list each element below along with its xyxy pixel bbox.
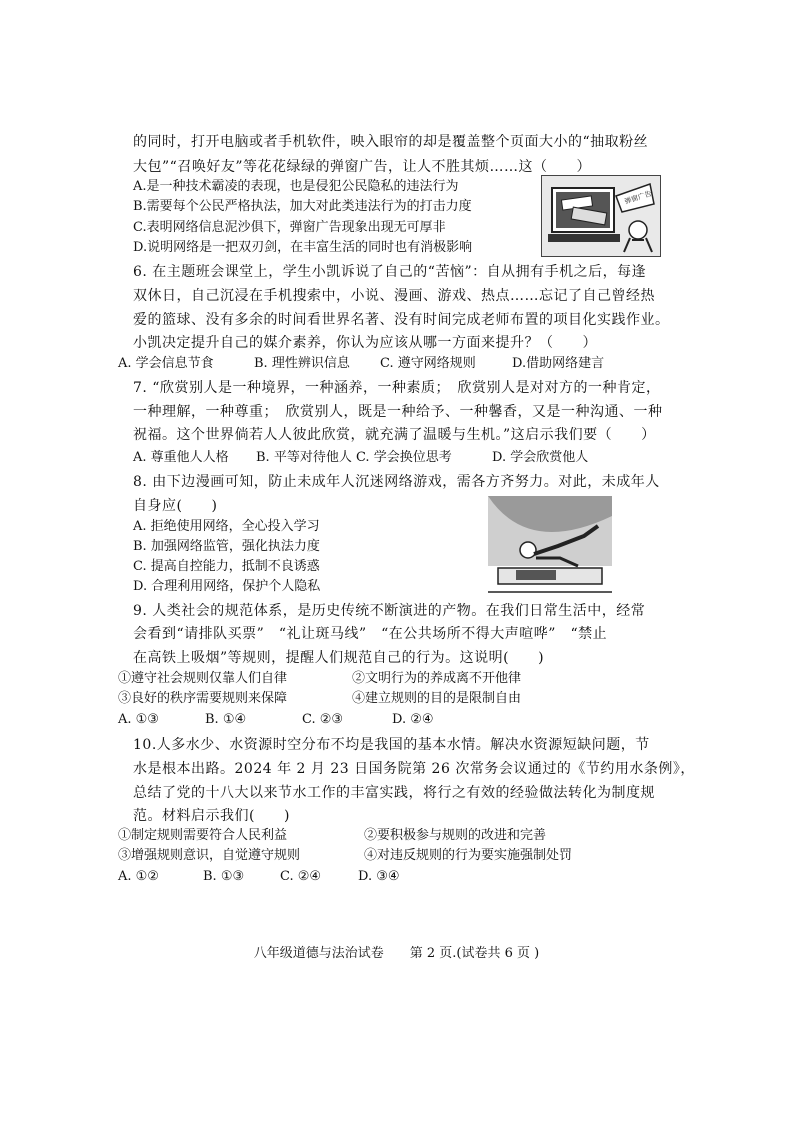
- q10-stem-line-4: 范。材料启示我们( ): [133, 808, 290, 824]
- q7-option-d: D. 学会欣赏他人: [492, 450, 589, 465]
- q8-stem-line-2: 自身应( ): [133, 498, 218, 514]
- q10-option-c: C. ②④: [280, 869, 322, 884]
- q6-option-d: D.借助网络建言: [512, 356, 605, 371]
- q10-stem-line-1: 10.人多水少、水资源时空分布不均是我国的基本水情。解决水资源短缺问题，节: [133, 737, 650, 753]
- q6-stem-line-3: 爱的篮球、没有多余的时间看世界名著、没有时间完成老师布置的项目化实践作业。: [133, 312, 670, 328]
- q9-stem-line-3: 在高铁上吸烟”等规则，提醒人们规范自己的行为。这说明( ): [133, 650, 545, 666]
- q8-option-b: B. 加强网络监管，强化执法力度: [133, 539, 320, 554]
- cartoon-popup-label: 弹窗广告: [623, 189, 653, 206]
- q10-item-3: ③增强规则意识，自觉遵守规则: [118, 848, 301, 863]
- q6-option-c: C. 遵守网络规则: [380, 356, 476, 371]
- game-addiction-cartoon-drawing: [488, 496, 612, 594]
- q8-option-d: D. 合理利用网络，保护个人隐私: [133, 579, 321, 594]
- q5-option-b: B.需要每个公民严格执法，加大对此类违法行为的打击力度: [133, 199, 472, 214]
- q7-stem-line-3: 祝福。这个世界倘若人人彼此欣赏，就充满了温暖与生机。”这启示我们要（ ）: [133, 427, 656, 443]
- q10-option-d: D. ③④: [358, 869, 400, 884]
- q9-option-d: D. ②④: [392, 712, 434, 727]
- q6-option-b: B. 理性辨识信息: [254, 356, 350, 371]
- q9-stem-line-2: 会看到“请排队买票” “礼让斑马线” “在公共场所不得大声喧哗” “禁止: [133, 626, 608, 642]
- q10-item-2: ②要积极参与规则的改进和完善: [364, 828, 547, 843]
- game-addiction-cartoon: [488, 496, 612, 594]
- q5-option-d: D.说明网络是一把双刃剑，在丰富生活的同时也有消极影响: [133, 240, 473, 255]
- popup-ad-cartoon-drawing: [542, 176, 660, 256]
- q8-option-a: A. 拒绝使用网络，全心投入学习: [133, 519, 320, 534]
- q10-option-a: A. ①②: [118, 869, 159, 884]
- q9-option-b: B. ①④: [205, 712, 247, 727]
- q7-option-b-c: B. 平等对待他人 C. 学会换位思考: [256, 450, 452, 465]
- q5-stem-line-2: 大包”“召唤好友”等花花绿绿的弹窗广告，让人不胜其烦……这（ ）: [133, 159, 591, 175]
- q6-stem-line-2: 双休日，自己沉浸在手机搜索中，小说、漫画、游戏、热点……忘记了自己曾经热: [133, 288, 655, 304]
- q9-option-a: A. ①③: [118, 712, 159, 727]
- page-footer: 八年级道德与法治试卷 第 2 页.(试卷共 6 页 ): [253, 946, 540, 961]
- q9-item-4: ④建立规则的目的是限制自由: [352, 691, 522, 706]
- q8-stem-line-1: 8. 由下边漫画可知，防止未成年人沉迷网络游戏，需各方齐努力。对此，未成年人: [133, 474, 660, 490]
- q9-item-1: ①遵守社会规则仅靠人们自律: [118, 671, 288, 686]
- q5-option-c: C.表明网络信息泥沙俱下，弹窗广告现象出现无可厚非: [133, 220, 446, 235]
- q7-stem-line-1: 7. “欣赏别人是一种境界，一种涵养，一种素质； 欣赏别人是对对方的一种肯定，: [133, 380, 661, 396]
- q7-option-a: A. 尊重他人人格: [133, 450, 229, 465]
- q10-option-b: B. ①③: [203, 869, 245, 884]
- q8-option-c: C. 提高自控能力，抵制不良诱惑: [133, 559, 320, 574]
- q6-stem-line-1: 6. 在主题班会课堂上，学生小凯诉说了自己的“苦恼”：自从拥有手机之后，每逢: [133, 264, 647, 280]
- q9-stem-line-1: 9. 人类社会的规范体系，是历史传统不断演进的产物。在我们日常生活中，经常: [133, 603, 646, 619]
- q10-stem-line-3: 总结了党的十八大以来节水工作的丰富实践，将行之有效的经验做法转化为制度规: [133, 785, 655, 801]
- q5-option-a: A.是一种技术霸凌的表现，也是侵犯公民隐私的违法行为: [133, 179, 459, 194]
- popup-ad-cartoon: [541, 175, 661, 257]
- q6-stem-line-4: 小凯决定提升自己的媒介素养，你认为应该从哪一方面来提升？（ ）: [133, 335, 597, 351]
- q9-item-3: ③良好的秩序需要规则来保障: [118, 691, 288, 706]
- q6-option-a: A. 学会信息节食: [118, 356, 214, 371]
- q7-stem-line-2: 一种理解，一种尊重； 欣赏别人，既是一种给予、一种馨香，又是一种沟通、一种: [133, 404, 663, 420]
- q5-stem-line-1: 的同时，打开电脑或者手机软件，映入眼帘的却是覆盖整个页面大小的“抽取粉丝: [133, 134, 649, 150]
- q9-item-2: ②文明行为的养成离不开他律: [352, 671, 522, 686]
- q9-option-c: C. ②③: [302, 712, 344, 727]
- q10-item-1: ①制定规则需要符合人民利益: [118, 828, 288, 843]
- q10-stem-line-2: 水是根本出路。2024 年 2 月 23 日国务院第 26 次常务会议通过的《节约用水条例》，: [133, 761, 695, 777]
- q10-item-4: ④对违反规则的行为要实施强制处罚: [364, 848, 573, 863]
